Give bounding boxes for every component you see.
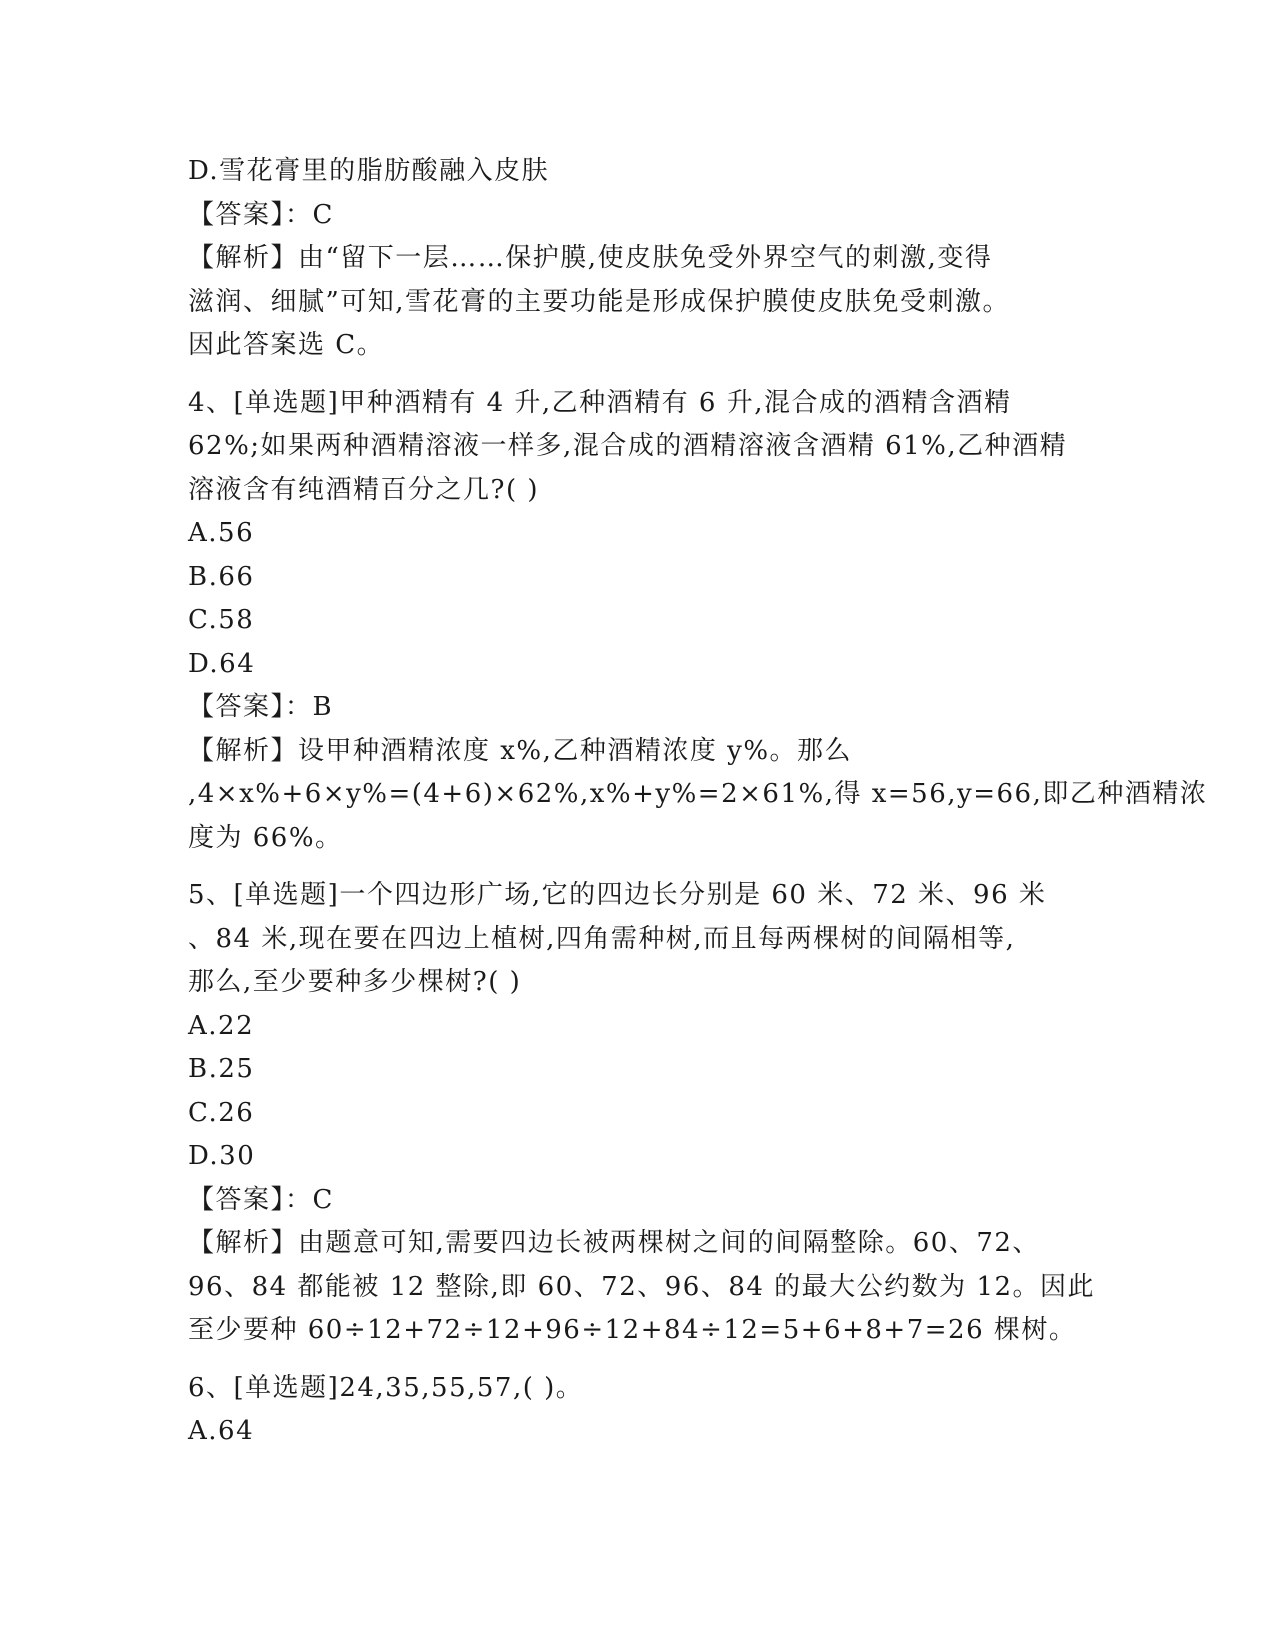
q3-answer: 【答案】：C: [188, 199, 334, 230]
q3-explanation-line: 因此答案选 C。: [188, 330, 385, 360]
q5-option-d: D.30: [188, 1141, 256, 1171]
q5-answer: 【答案】：C: [188, 1184, 334, 1215]
q5-stem-line: 那么,至少要种多少棵树?( ): [188, 967, 522, 997]
q4-stem-line: 4、[单选题]甲种酒精有 4 升,乙种酒精有 6 升,混合成的酒精含酒精: [188, 387, 1012, 418]
q4-answer: 【答案】：B: [188, 692, 334, 722]
q4-option-d: D.64: [188, 648, 256, 679]
q5-option-a: A.22: [188, 1010, 255, 1041]
question-4: [188, 382, 1208, 861]
spacer: [188, 1353, 1088, 1367]
q5-stem-line: 5、[单选题]一个四边形广场,它的四边长分别是 60 米、72 米、96 米: [188, 880, 1047, 910]
document-page: [188, 150, 1208, 1454]
q5-stem-line: 、84 米,现在要在四边上植树,四角需种树,而且每两棵树的间隔相等,: [188, 923, 1016, 954]
q4-explanation-line: 【解析】设甲种酒精浓度 x%,乙种酒精浓度 y%。那么: [188, 735, 853, 766]
q5-option-b: B.25: [188, 1054, 255, 1084]
question-5: [188, 874, 1096, 1353]
q3-explanation-line: 【解析】由“留下一层……保护膜,使皮肤免受外界空气的刺激,变得: [188, 243, 993, 273]
q6-stem-line: 6、[单选题]24,35,55,57,( )。: [188, 1372, 584, 1403]
q5-option-c: C.26: [188, 1097, 255, 1128]
q6-option-a: A.64: [188, 1416, 255, 1446]
question-6: [188, 1367, 1088, 1454]
q4-option-c: C.58: [188, 605, 255, 635]
q5-explanation-line: 【解析】由题意可知,需要四边长被两棵树之间的间隔整除。60、72、: [188, 1228, 1040, 1258]
q3-explanation-line: 滋润、细腻”可知,雪花膏的主要功能是形成保护膜使皮肤免受刺激。: [188, 286, 1011, 317]
q4-explanation-line: 度为 66%。: [188, 822, 343, 853]
q4-option-b: B.66: [188, 561, 255, 592]
q4-explanation-line: ,4×x%+6×y%=(4+6)×62%,x%+y%=2×61%,得 x=56,y=66,即乙种酒精浓: [188, 779, 1208, 809]
question-3-tail: [188, 150, 1088, 368]
spacer: [188, 860, 1088, 874]
spacer: [188, 368, 1088, 382]
q4-stem-line: 62%;如果两种酒精溶液一样多,混合成的酒精溶液含酒精 61%,乙种酒精: [188, 431, 1068, 461]
q5-explanation-line: 至少要种 60÷12+72÷12+96÷12+84÷12=5+6+8+7=26 棵树。: [188, 1315, 1077, 1345]
q3-option-d: D.雪花膏里的脂肪酸融入皮肤: [188, 156, 550, 186]
q5-explanation-line: 96、84 都能被 12 整除,即 60、72、96、84 的最大公约数为 12。因此: [188, 1271, 1096, 1302]
q4-stem-line: 溶液含有纯酒精百分之几?( ): [188, 474, 539, 505]
q4-option-a: A.56: [188, 518, 255, 548]
